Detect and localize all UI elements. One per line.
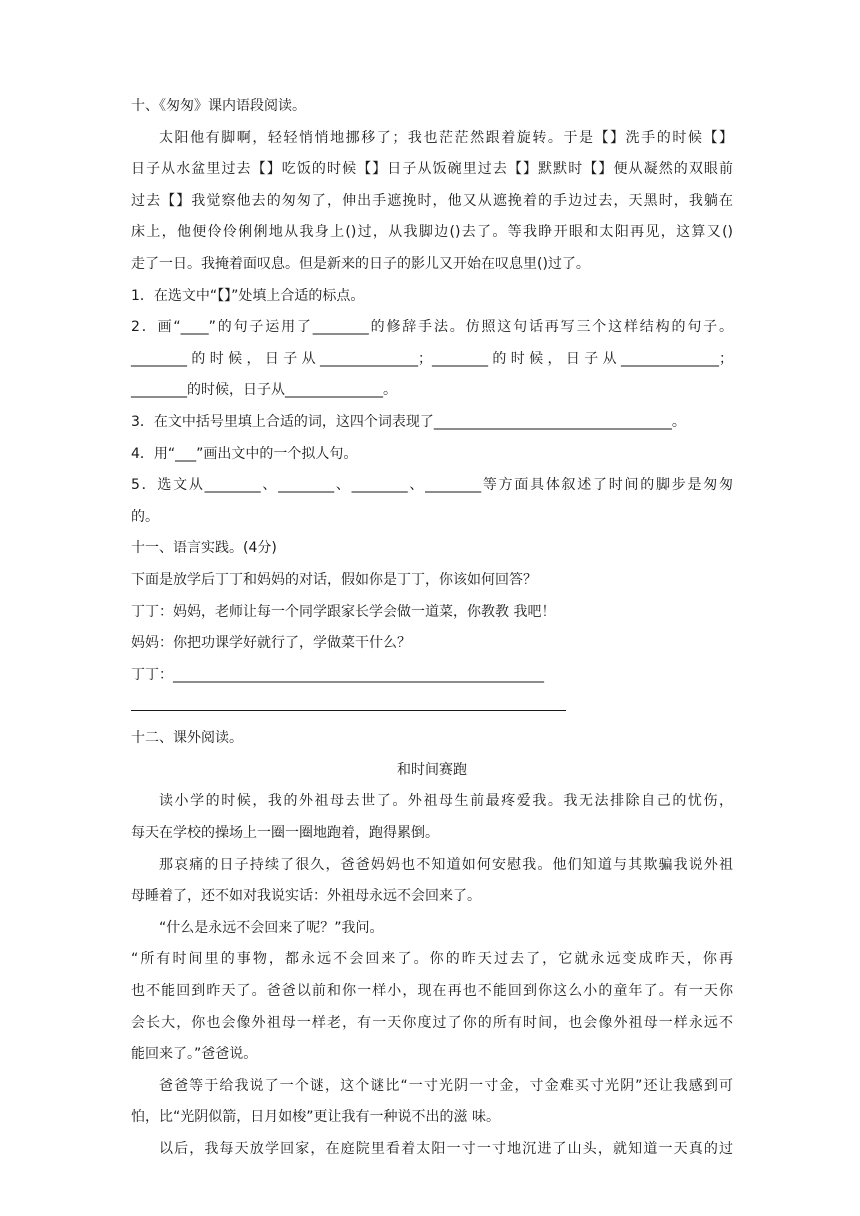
section-11-intro: 下面是放学后丁丁和妈妈的对话，假如你是丁丁，你该如何回答？ <box>131 571 537 588</box>
article-paragraph: 每天在学校的操场上一圈一圈地跑着，跑得累倒。 <box>131 825 439 842</box>
worksheet-content <box>131 96 733 1171</box>
dialogue-line-dingding: 丁丁：妈妈，老师让每一个同学跟家长学会做一道菜，你教教 我吧！ <box>131 603 556 620</box>
question-2-blanks: ________的时候，日子从______________；________的时候，日子从______________； <box>131 350 733 367</box>
passage-line: 太阳他有脚啊，轻轻悄悄地挪移了；我也茫茫然跟着旋转。于是【】洗手的时候【】 <box>159 129 733 146</box>
question-2-blanks: ________的时候，日子从______________。 <box>131 382 397 399</box>
article-paragraph: 怕，比“光阴似箭，日月如梭”更让我有一种说不出的滋 味。 <box>131 1109 500 1126</box>
section-12-heading: 十二、课外阅读。 <box>131 730 243 747</box>
article-paragraph: 爸爸等于给我说了一个谜，这个谜比“一寸光阴一寸金，寸金难买寸光阴”还让我感到可 <box>159 1077 733 1094</box>
article-paragraph: “所有时间里的事物，都永远不会回来了。你的昨天过去了，它就永远变成昨天，你再 <box>131 951 733 968</box>
question-1: 1．在选文中“【】”处填上合适的标点。 <box>131 287 365 304</box>
section-11-heading: 十一、语言实践。(4分) <box>131 540 277 557</box>
article-paragraph: 会长大，你也会像外祖母一样老，有一天你度过了你的所有时间，也会像外祖母一样永远不 <box>131 1014 733 1031</box>
answer-line: 丁丁：_____________________________________________________ <box>131 666 544 683</box>
passage-line: 走了一日。我掩着面叹息。但是新来的日子的影儿又开始在叹息里()过了。 <box>131 255 590 272</box>
article-paragraph: 以后，我每天放学回家，在庭院里看着太阳一寸一寸地沉进了山头，就知道一天真的过 <box>159 1141 733 1157</box>
article-paragraph: 能回来了。”爸爸说。 <box>131 1046 258 1063</box>
passage-line: 过去【】我觉察他去的匆匆了，伸出手遮挽时，他又从遮挽着的手边过去，天黑时，我躺在 <box>131 192 733 209</box>
article-paragraph: 母睡着了，还不如对我说实话：外祖母永远不会回来了。 <box>131 888 481 905</box>
question-2: 2．画“____”的句子运用了________的修辞手法。仿照这句话再写三个这样结构的句子。 <box>131 319 733 336</box>
question-5-end: 的。 <box>131 508 159 525</box>
answer-line-2 <box>131 696 733 716</box>
question-4: 4．用“___”画出文中的一个拟人句。 <box>131 445 358 462</box>
passage-line: 床上，他便伶伶俐俐地从我身上()过，从我脚边()去了。等我睁开眼和太阳再见，这算又() <box>131 224 733 241</box>
dialogue-line-mama: 妈妈：你把功课学好就行了，学做菜干什么？ <box>131 635 411 652</box>
article-paragraph: 那哀痛的日子持续了很久，爸爸妈妈也不知道如何安慰我。他们知道与其欺骗我说外祖 <box>159 856 733 873</box>
article-paragraph: 读小学的时候，我的外祖母去世了。外祖母生前最疼爱我。我无法排除自己的忧伤， <box>159 793 733 810</box>
question-3: 3．在文中括号里填上合适的词，这四个词表现了__________________________________。 <box>131 413 686 430</box>
passage-line: 日子从水盆里过去【】吃饭的时候【】日子从饭碗里过去【】默默时【】便从凝然的双眼前 <box>131 161 733 178</box>
section-10-heading: 十、《匆匆》课内语段阅读。 <box>131 98 306 114</box>
article-title: 和时间赛跑 <box>397 761 467 778</box>
article-paragraph: 也不能回到昨天了。爸爸以前和你一样小，现在再也不能回到你这么小的童年了。有一天你 <box>131 983 733 1000</box>
answer-rule <box>131 696 566 711</box>
article-paragraph: “什么是永远不会回来了呢？”我问。 <box>159 919 384 936</box>
question-5: 5．选文从________、________、________、________等方面具体叙述了时间的脚步是匆匆 <box>131 477 733 494</box>
